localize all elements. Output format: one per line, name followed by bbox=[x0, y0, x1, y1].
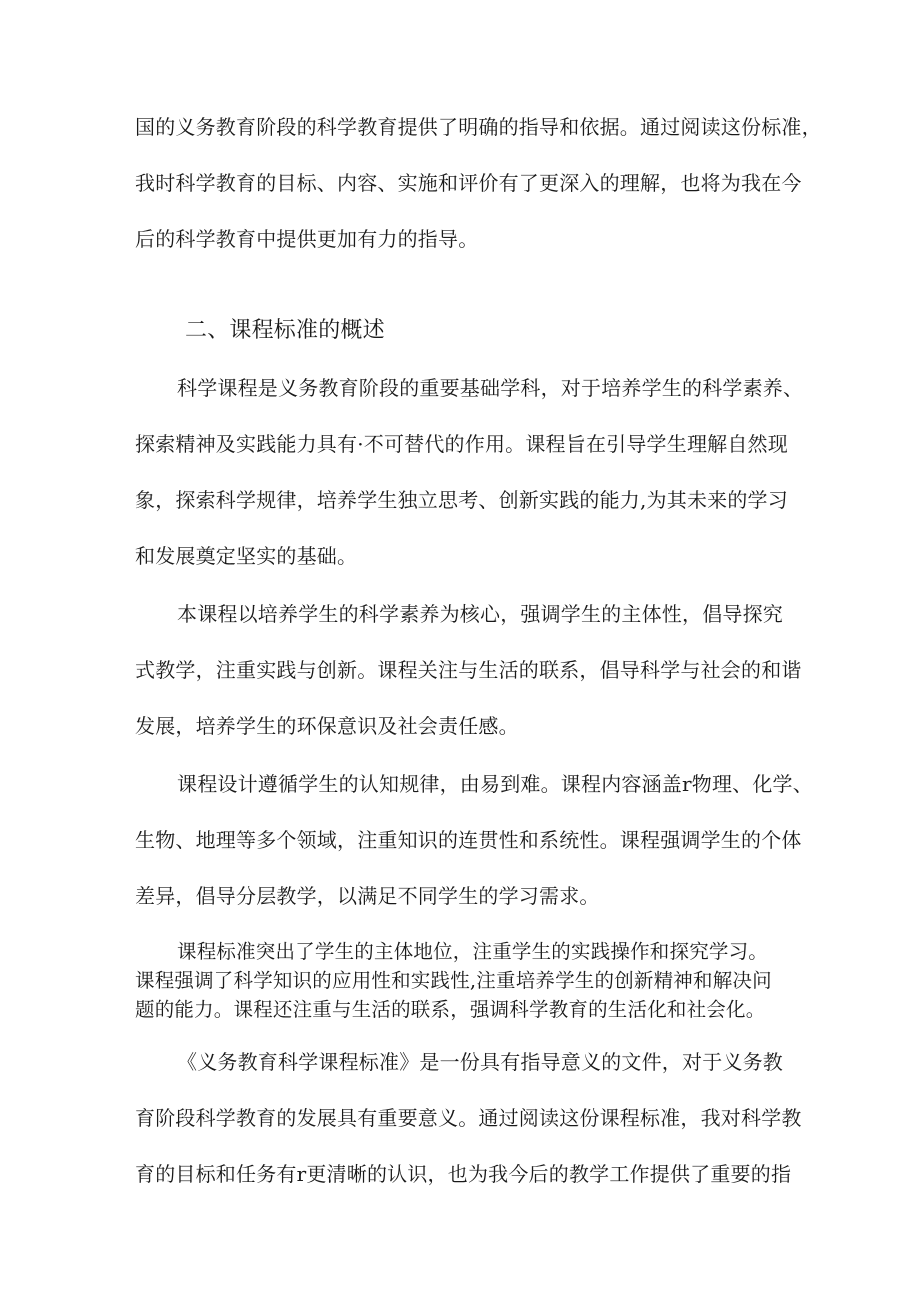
paragraph-line: 课程强调了科学知识的应用性和实践性,注重培养学生的创新精神和解决问 bbox=[135, 969, 772, 992]
paragraph-line: 育的目标和任务有r更清晰的认识，也为我今后的教学工作提供了重要的指 bbox=[135, 1162, 792, 1186]
paragraph-line: 探索精神及实践能力具有·不可替代的作用。课程旨在引导学生理解自然现 bbox=[135, 432, 788, 456]
paragraph-line: 题的能力。课程还注重与生活的联系，强调科学教育的生活化和社会化。 bbox=[135, 998, 766, 1021]
paragraph-line: 后的科学教育中提供更加有力的指导。 bbox=[135, 227, 479, 251]
paragraph-line: 本课程以培养学生的科学素养为核心，强调学生的主体性，倡导探究 bbox=[177, 602, 783, 626]
paragraph-line: 课程设计遵循学生的认知规律，由易到难。课程内容涵盖r物理、化学、 bbox=[177, 772, 813, 796]
paragraph-line: 发展，培养学生的环保意识及社会责任感。 bbox=[135, 714, 519, 738]
paragraph-line: 育阶段科学教育的发展具有重要意义。通过阅读这份课程标准，我对科学教 bbox=[135, 1106, 802, 1130]
paragraph-line: 式教学，注重实践与创新。课程关注与生活的联系，倡导科学与社会的和谐 bbox=[135, 658, 802, 682]
paragraph-line: 《义务教育科学课程标准》是一份具有指导意义的文件，对于义务教 bbox=[177, 1050, 783, 1074]
paragraph-line: 生物、地理等多个领域，注重知识的连贯性和系统性。课程强调学生的个体 bbox=[135, 828, 802, 852]
paragraph-line: 差异，倡导分层教学，以满足不同学生的学习需求。 bbox=[135, 884, 600, 908]
paragraph-line: 和发展奠定坚实的基础。 bbox=[135, 544, 358, 568]
paragraph-line: 国的义务教育阶段的科学教育提供了明确的指导和依据。通过阅读这份标准， bbox=[135, 115, 822, 139]
paragraph-line: 象，探索科学规律，培养学生独立思考、创新实践的能力,为其未来的学习 bbox=[135, 488, 788, 512]
paragraph-line: 课程标准突出了学生的主体地位，注重学生的实践操作和探究学习。 bbox=[177, 940, 769, 963]
section-heading: 二、课程标准的概述 bbox=[185, 318, 385, 343]
paragraph-line: 我时科学教育的目标、内容、实施和评价有了更深入的理解，也将为我在今 bbox=[135, 171, 802, 195]
paragraph-line: 科学课程是义务教育阶段的重要基础学科，对于培养学生的科学素养、 bbox=[177, 376, 804, 400]
